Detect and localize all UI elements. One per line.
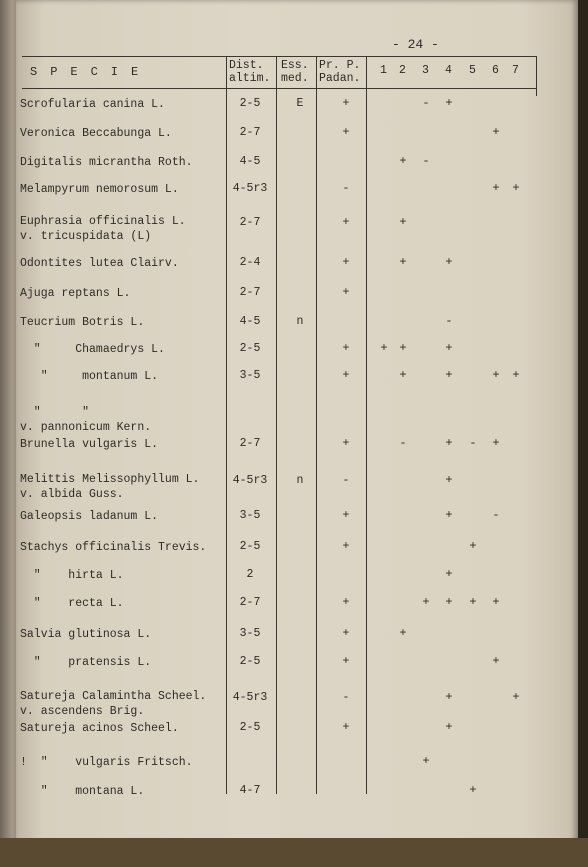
- species-name: " montanum L.: [20, 370, 159, 383]
- cell-pr: +: [342, 509, 350, 522]
- cell-pr: +: [342, 596, 350, 609]
- zone-mark-2: +: [399, 154, 407, 168]
- species-name: Ajuga reptans L.: [20, 287, 131, 300]
- header-zone-2: 2: [399, 64, 406, 77]
- zone-mark-6: +: [492, 368, 500, 382]
- cell-dist: 4-5: [239, 155, 261, 168]
- species-name: Brunella vulgaris L.: [20, 438, 159, 451]
- cell-dist: 2-7: [239, 216, 261, 229]
- zone-mark-7: +: [512, 368, 520, 382]
- species-name: Satureja acinos Scheel.: [20, 722, 179, 735]
- species-name: Scrofularia canina L.: [20, 98, 165, 111]
- species-name: Satureja Calamintha Scheel. v. ascendens Brig.: [20, 690, 207, 718]
- cell-dist: 2-4: [239, 256, 261, 269]
- zone-mark-5: -: [469, 436, 477, 450]
- column-rule-pr: [316, 56, 317, 794]
- header-zone-1: 1: [380, 64, 387, 77]
- zone-mark-4: +: [445, 567, 453, 581]
- zone-mark-3: +: [422, 595, 430, 609]
- zone-mark-5: +: [469, 539, 477, 553]
- cell-pr: +: [342, 437, 350, 450]
- species-name: Euphrasia officinalis L. v. tricuspidata (L): [20, 215, 186, 243]
- header-zone-6: 6: [492, 64, 499, 77]
- zone-mark-4: +: [445, 341, 453, 355]
- zone-mark-5: +: [469, 595, 477, 609]
- species-name: Digitalis micrantha Roth.: [20, 156, 193, 169]
- zone-mark-4: +: [445, 473, 453, 487]
- scan-bottom-edge: [0, 838, 588, 867]
- zone-mark-4: +: [445, 690, 453, 704]
- header-zone-7: 7: [512, 64, 519, 77]
- species-name: " " v. pannonicum Kern.: [20, 406, 152, 434]
- zone-mark-4: +: [445, 368, 453, 382]
- cell-dist: 2-7: [239, 126, 261, 139]
- zone-mark-2: +: [399, 368, 407, 382]
- zone-mark-3: -: [422, 96, 430, 110]
- cell-dist: 2-7: [239, 596, 261, 609]
- zone-mark-2: +: [399, 341, 407, 355]
- cell-dist: 2-5: [239, 97, 261, 110]
- header-rule: [22, 88, 537, 89]
- zone-mark-3: -: [422, 154, 430, 168]
- zone-mark-7: +: [512, 181, 520, 195]
- cell-dist: 2-5: [239, 540, 261, 553]
- zone-mark-1: +: [380, 341, 388, 355]
- zone-mark-4: +: [445, 595, 453, 609]
- cell-pr: -: [342, 182, 350, 195]
- species-name: Melampyrum nemorosum L.: [20, 183, 179, 196]
- column-rule-zones: [366, 56, 367, 794]
- zone-mark-4: +: [445, 255, 453, 269]
- zone-mark-2: +: [399, 215, 407, 229]
- zone-mark-4: +: [445, 720, 453, 734]
- header-zone-3: 3: [422, 64, 429, 77]
- cell-pr: +: [342, 627, 350, 640]
- zone-mark-6: +: [492, 125, 500, 139]
- cell-pr: +: [342, 721, 350, 734]
- cell-pr: +: [342, 369, 350, 382]
- cell-dist: 2-5: [239, 721, 261, 734]
- species-name: ! " vulgaris Fritsch.: [20, 756, 193, 769]
- zone-mark-6: +: [492, 181, 500, 195]
- cell-dist: 4-5r3: [232, 182, 268, 195]
- species-name: " hirta L.: [20, 569, 124, 582]
- cell-dist: 3-5: [239, 369, 261, 382]
- zone-mark-2: +: [399, 255, 407, 269]
- cell-pr: +: [342, 655, 350, 668]
- column-rule-dist: [226, 56, 227, 794]
- column-rule-right: [536, 56, 537, 96]
- cell-dist: 2-7: [239, 437, 261, 450]
- cell-dist: 4-5r3: [232, 474, 268, 487]
- species-name: Teucrium Botris L.: [20, 316, 145, 329]
- cell-dist: 4-7: [239, 784, 261, 797]
- top-rule: [22, 56, 537, 57]
- zone-mark-7: +: [512, 690, 520, 704]
- header-specie: SPECIE: [30, 65, 152, 79]
- species-name: Veronica Beccabunga L.: [20, 127, 172, 140]
- header-zone-5: 5: [469, 64, 476, 77]
- cell-dist: 2-5: [239, 655, 261, 668]
- cell-pr: -: [342, 691, 350, 704]
- zone-mark-4: +: [445, 508, 453, 522]
- species-name: Odontites lutea Clairv.: [20, 257, 179, 270]
- cell-ess: n: [296, 474, 304, 487]
- species-name: " recta L.: [20, 597, 124, 610]
- cell-dist: 4-5r3: [232, 691, 268, 704]
- header-ess-line1: Ess.: [281, 59, 309, 72]
- cell-dist: 3-5: [239, 509, 261, 522]
- species-name: Stachys officinalis Trevis.: [20, 541, 207, 554]
- header-dist-line1: Dist.: [229, 59, 264, 72]
- zone-mark-6: -: [492, 508, 500, 522]
- cell-pr: +: [342, 216, 350, 229]
- cell-pr: -: [342, 474, 350, 487]
- cell-dist: 2: [246, 568, 254, 581]
- species-name: Melittis Melissophyllum L. v. albida Guss.: [20, 473, 200, 501]
- header-zone-4: 4: [445, 64, 452, 77]
- cell-dist: 2-7: [239, 286, 261, 299]
- species-name: " montana L.: [20, 785, 145, 798]
- species-name: " pratensis L.: [20, 656, 152, 669]
- species-name: " Chamaedrys L.: [20, 343, 165, 356]
- header-ess-line2: med.: [281, 72, 309, 85]
- cell-pr: +: [342, 342, 350, 355]
- zone-mark-3: +: [422, 754, 430, 768]
- cell-pr: +: [342, 286, 350, 299]
- zone-mark-6: +: [492, 595, 500, 609]
- species-name: Salvia glutinosa L.: [20, 628, 152, 641]
- zone-mark-6: +: [492, 436, 500, 450]
- zone-mark-2: -: [399, 436, 407, 450]
- cell-dist: 3-5: [239, 627, 261, 640]
- zone-mark-6: +: [492, 654, 500, 668]
- page-number: - 24 -: [392, 37, 439, 52]
- cell-pr: +: [342, 97, 350, 110]
- cell-dist: 2-5: [239, 342, 261, 355]
- header-dist-line2: altim.: [229, 72, 271, 85]
- cell-dist: 4-5: [239, 315, 261, 328]
- zone-mark-2: +: [399, 626, 407, 640]
- species-name: Galeopsis ladanum L.: [20, 510, 159, 523]
- column-rule-ess: [276, 56, 277, 794]
- zone-mark-4: +: [445, 436, 453, 450]
- zone-mark-4: +: [445, 96, 453, 110]
- cell-pr: +: [342, 256, 350, 269]
- zone-mark-4: -: [445, 314, 453, 328]
- header-pr-line1: Pr. P.: [319, 59, 361, 72]
- cell-pr: +: [342, 540, 350, 553]
- cell-ess: E: [296, 97, 304, 110]
- cell-pr: +: [342, 126, 350, 139]
- header-pr-line2: Padan.: [319, 72, 361, 85]
- cell-ess: n: [296, 315, 304, 328]
- zone-mark-5: +: [469, 783, 477, 797]
